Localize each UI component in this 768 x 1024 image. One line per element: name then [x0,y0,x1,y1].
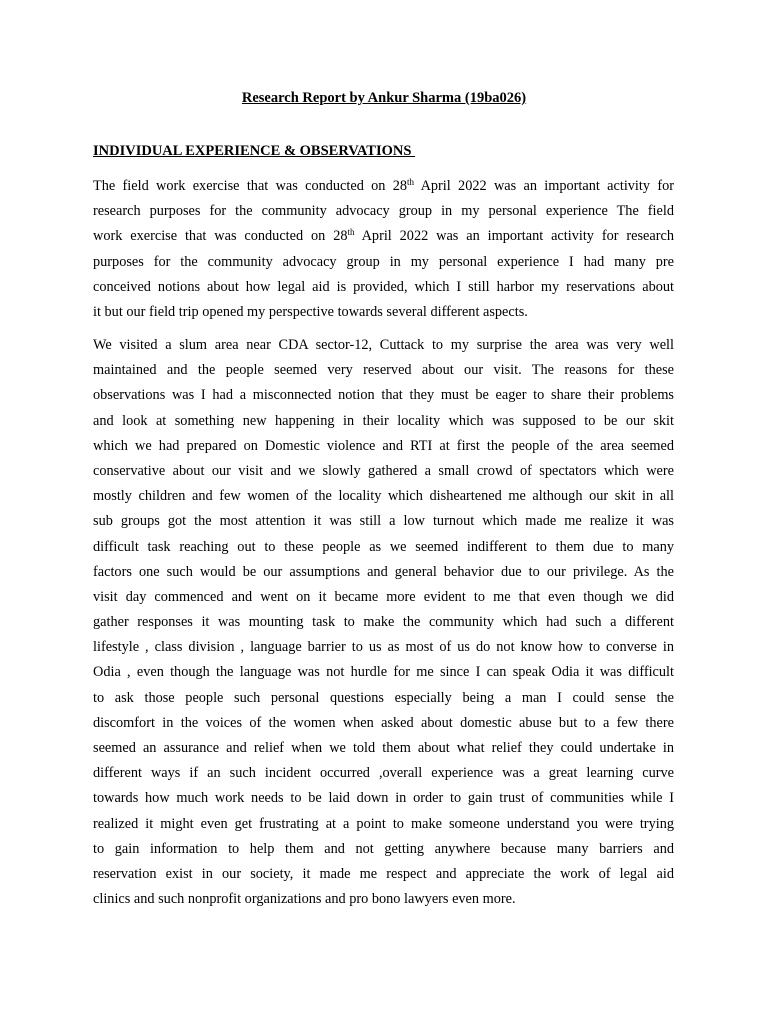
text-segment: difficult task reaching out to these people as we seemed indifferent to them due to many [93,538,674,555]
text-segment: conceived notions about how legal aid is provided, which I still harbor my reservations about [93,278,674,295]
text-line [93,560,674,585]
text-segment: sub groups got the most attention it was still a low turnout which made me realize it was [93,513,674,530]
text-line [93,786,674,811]
text-line [93,224,674,249]
section-heading: INDIVIDUAL EXPERIENCE & OBSERVATIONS [93,143,416,159]
text-segment: gather responses it was mounting task to make the community which had such a different [93,614,674,631]
text-segment: different ways if an such incident occurred ,overall experience was a great learning curve [93,765,674,782]
text-line [93,812,674,837]
text-segment: towards how much work needs to be laid down in order to gain trust of communities while I [93,790,674,807]
text-segment: April 2022 was an important activity for research [354,228,674,245]
text-segment: discomfort in the voices of the women when asked about domestic abuse but to a few there [93,714,674,731]
text-line [93,409,674,434]
text-segment: to gain information to help them and not getting anywhere because many barriers and [93,840,674,857]
text-line [93,275,674,300]
text-segment: reservation exist in our society, it made me respect and appreciate the work of legal aid [93,865,674,882]
text-line [93,610,674,635]
text-segment: and look at something new happening in their locality which was supposed to be our skit [93,412,674,429]
text-segment: We visited a slum area near CDA sector-12, Cuttack to my surprise the area was very well [93,337,674,353]
text-line [93,761,674,786]
text-segment: April 2022 was an important activity for [414,178,674,194]
text-line [93,174,674,199]
text-line [93,459,674,484]
text-line [93,358,674,383]
text-line [93,862,674,887]
text-line [93,300,674,325]
text-segment: Odia , even though the language was not hurdle for me since I can speak Odia it was difficult [93,664,674,681]
text-segment: factors one such would be our assumptions and general behavior due to our privilege. As the [93,563,674,580]
text-line [93,250,674,275]
text-segment: clinics and such nonprofit organizations and pro bono lawyers even more. [93,891,516,908]
text-line [93,585,674,610]
text-segment: it but our field trip opened my perspective towards several different aspects. [93,303,528,320]
text-segment: realized it might even get frustrating at a point to make someone understand you were trying [93,815,674,832]
text-segment: visit day commenced and went on it became more evident to me that even though we did [93,588,674,605]
text-segment: work exercise that was conducted on 28 [93,228,348,245]
text-segment: observations was I had a misconnected notion that they must be eager to share their problems [93,387,674,404]
text-line [93,383,674,408]
text-segment: to ask those people such personal questions especially being a man I could sense the [93,689,674,706]
text-segment: lifestyle , class division , language barrier to us as most of us do not know how to converse in [93,639,674,656]
text-line [93,711,674,736]
ordinal-superscript: th [407,177,415,187]
text-line [93,660,674,685]
text-segment: seemed an assurance and relief when we told them about what relief they could undertake in [93,740,674,756]
text-segment: research purposes for the community advocacy group in my personal experience The field [93,203,674,220]
text-line [93,509,674,534]
text-line [93,484,674,509]
text-line [93,199,674,224]
text-segment: which we had prepared on Domestic violence and RTI at first the people of the area seemed [93,437,674,454]
ordinal-superscript: th [347,227,355,238]
text-line [93,736,674,761]
text-segment: maintained and the people seemed very reserved about our visit. The reasons for these [93,362,674,379]
text-segment: purposes for the community advocacy group in my personal experience I had many pre [93,253,674,270]
text-line [93,686,674,711]
paragraph-1 [93,174,674,325]
text-segment: mostly children and few women of the locality which disheartened me although our skit in all [93,488,674,505]
text-line [93,887,674,912]
text-line [93,434,674,459]
text-line [93,333,674,358]
text-line [93,837,674,862]
paragraph-2 [93,333,674,912]
document-title: Research Report by Ankur Sharma (19ba026) [241,90,527,106]
text-line [93,635,674,660]
text-segment: The field work exercise that was conducted on 28 [93,178,408,194]
text-segment: conservative about our visit and we slowly gathered a small crowd of spectators which were [93,462,674,479]
text-line [93,535,674,560]
